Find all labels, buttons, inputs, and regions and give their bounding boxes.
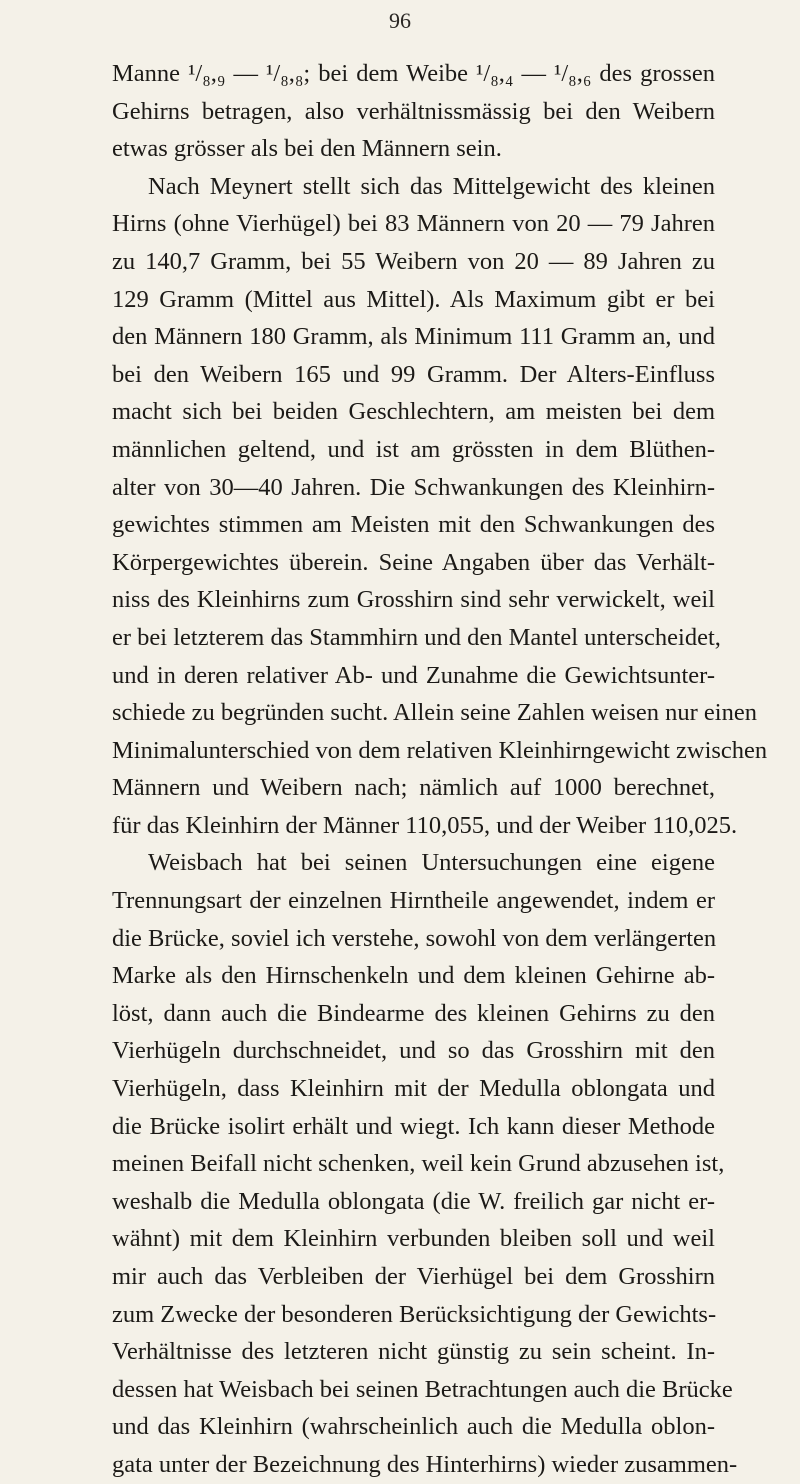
text-line: weshalb die Medulla oblongata (die W. freilich gar nicht er-: [112, 1187, 715, 1215]
text-line: Hirns (ohne Vierhügel) bei 83 Männern von 20 — 79 Jahren: [112, 210, 715, 238]
text-line: dessen hat Weisbach bei seinen Betrachtungen auch die Brücke: [112, 1375, 733, 1403]
text-line: er bei letzterem das Stammhirn und den Mantel unterscheidet,: [112, 623, 721, 651]
text-line: wähnt) mit dem Kleinhirn verbunden bleiben soll und weil: [112, 1225, 715, 1253]
text-line: Minimalunterschied von dem relativen Kleinhirngewicht zwischen: [112, 736, 768, 764]
text-line: Männern und Weibern nach; nämlich auf 1000 berechnet,: [112, 774, 715, 802]
text-line: 129 Gramm (Mittel aus Mittel). Als Maximum gibt er bei: [112, 285, 715, 313]
text-line: Marke als den Hirnschenkeln und dem kleinen Gehirne ab-: [112, 962, 715, 990]
text-line: und das Kleinhirn (wahrscheinlich auch die Medulla oblon-: [112, 1413, 715, 1441]
text-line: Vierhügeln durchschneidet, und so das Grosshirn mit den: [112, 1037, 715, 1065]
text-line: und in deren relativer Ab- und Zunahme die Gewichtsunter-: [112, 661, 715, 689]
text-line: Vierhügeln, dass Kleinhirn mit der Medulla oblongata und: [112, 1075, 715, 1103]
text-line: alter von 30—40 Jahren. Die Schwankungen des Kleinhirn-: [112, 473, 715, 501]
text-line: gewichtes stimmen am Meisten mit den Schwankungen des: [112, 511, 715, 539]
text-line: Gehirns betragen, also verhältnissmässig bei den Weibern: [112, 97, 715, 125]
text-line: die Brücke isolirt erhält und wiegt. Ich kann dieser Methode: [112, 1112, 715, 1140]
text-line: Weisbach hat bei seinen Untersuchungen eine eigene: [148, 849, 715, 877]
text-line: macht sich bei beiden Geschlechtern, am meisten bei dem: [112, 398, 715, 426]
body-text: [112, 55, 768, 1484]
text-line: Körpergewichtes überein. Seine Angaben über das Verhält-: [112, 548, 715, 576]
text-line: löst, dann auch die Bindearme des kleinen Gehirns zu den: [112, 999, 715, 1027]
text-line: Trennungsart der einzelnen Hirntheile angewendet, indem er: [112, 887, 715, 915]
text-line: gata unter der Bezeichnung des Hinterhirns) wieder zusammen-: [112, 1450, 738, 1478]
text-line: männlichen geltend, und ist am grössten in dem Blüthen-: [112, 435, 715, 463]
text-line: mir auch das Verbleiben der Vierhügel bei dem Grosshirn: [112, 1263, 715, 1290]
text-line: den Männern 180 Gramm, als Minimum 111 Gramm an, und: [112, 323, 715, 351]
text-line: für das Kleinhirn der Männer 110,055, und der Weiber 110,025.: [112, 811, 738, 839]
page-number: 96: [389, 8, 411, 33]
text-line: Verhältnisse des letzteren nicht günstig zu sein scheint. In-: [112, 1338, 715, 1366]
text-line: Manne ¹/₈,₉ — ¹/₈,₈; bei dem Weibe ¹/₈,₄ — ¹/₈,₆ des grossen: [112, 60, 715, 87]
text-line: zum Zwecke der besonderen Berücksichtigung der Gewichts-: [112, 1300, 717, 1328]
text-line: meinen Beifall nicht schenken, weil kein Grund abzusehen ist,: [112, 1150, 725, 1178]
text-line: bei den Weibern 165 und 99 Gramm. Der Alters-Einfluss: [112, 360, 715, 388]
text-line: zu 140,7 Gramm, bei 55 Weibern von 20 — 89 Jahren zu: [112, 247, 715, 275]
text-line: schiede zu begründen sucht. Allein seine Zahlen weisen nur einen: [112, 699, 757, 727]
text-line: Nach Meynert stellt sich das Mittelgewicht des kleinen: [148, 172, 715, 200]
text-line: die Brücke, soviel ich verstehe, sowohl von dem verlängerten: [112, 924, 717, 952]
text-line: etwas grösser als bei den Männern sein.: [112, 135, 502, 163]
text-line: niss des Kleinhirns zum Grosshirn sind sehr verwickelt, weil: [112, 586, 715, 614]
